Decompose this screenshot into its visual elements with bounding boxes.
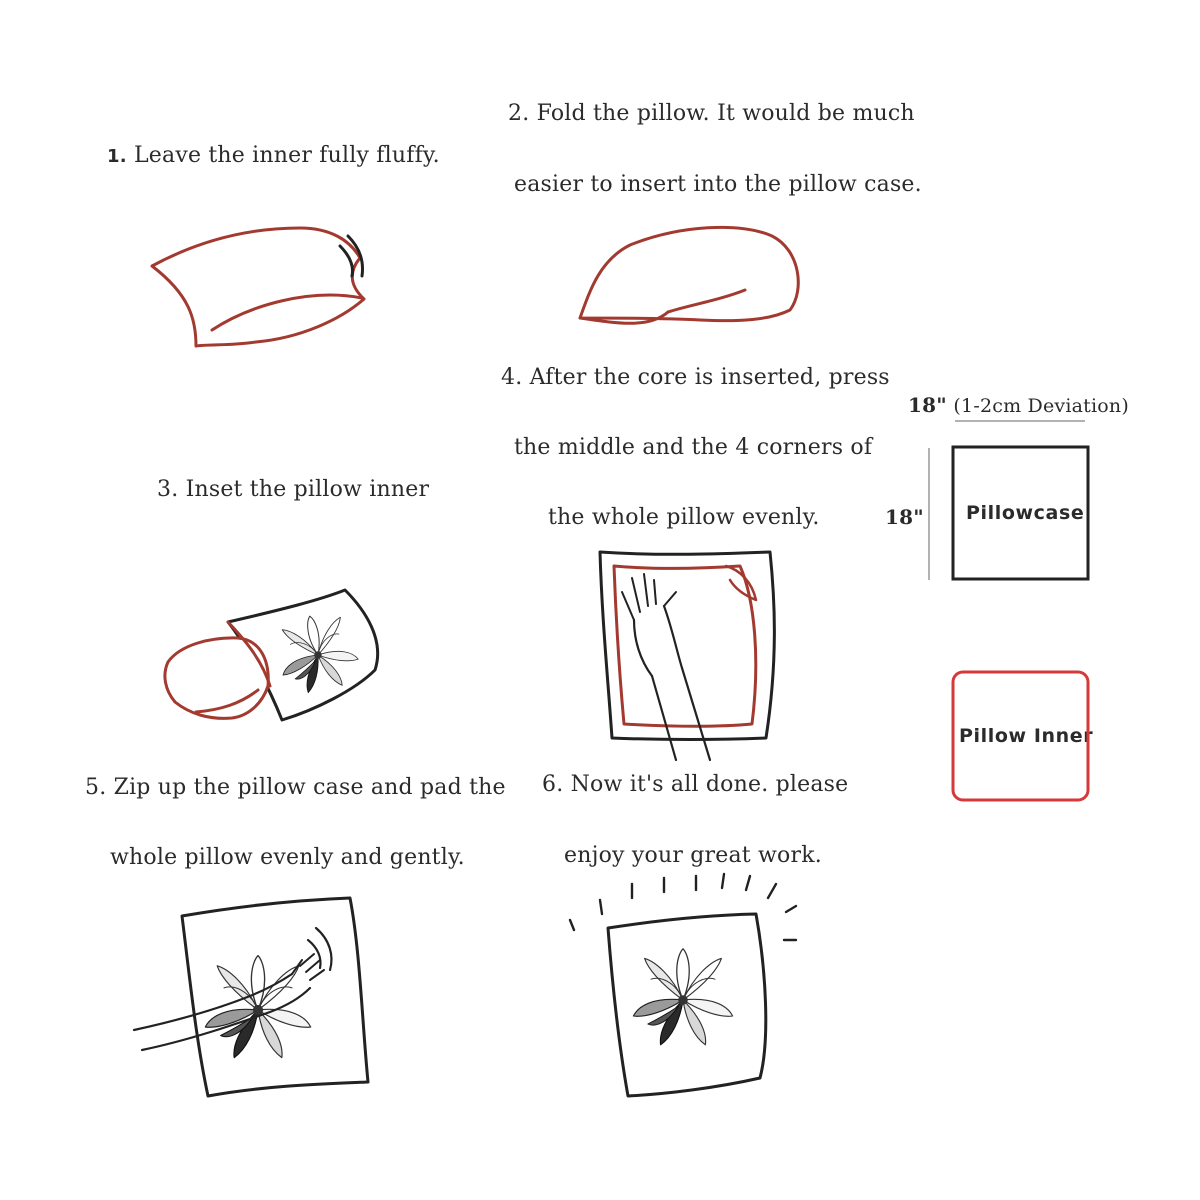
legend-height-value: 18"	[885, 505, 924, 529]
step6-line2: enjoy your great work.	[564, 843, 822, 868]
pillowcase-label: Pillowcase	[966, 502, 1085, 524]
step1-number: 1.	[107, 146, 127, 167]
step4-press-illustration	[600, 552, 774, 760]
step2-folded-pillow-illustration	[580, 227, 798, 323]
step4-line3: the whole pillow evenly.	[548, 505, 820, 530]
pillow-inner-box	[953, 672, 1088, 800]
step3-text: 3. Inset the pillow inner	[157, 477, 430, 502]
step2-line1: 2. Fold the pillow. It would be much	[508, 101, 915, 126]
step4-line1: 4. After the core is inserted, press	[501, 365, 890, 390]
step6-line1: 6. Now it's all done. please	[542, 772, 849, 797]
pillow-inner-label: Pillow Inner	[959, 725, 1094, 747]
step6-finished-illustration	[570, 874, 796, 1096]
step5-pad-illustration	[134, 898, 368, 1096]
step1-fluffy-pillow-illustration	[152, 228, 364, 346]
step1-text: Leave the inner fully fluffy.	[133, 143, 440, 168]
step2-line2: easier to insert into the pillow case.	[514, 172, 922, 197]
step5-line1: 5. Zip up the pillow case and pad the	[85, 775, 506, 800]
legend-width-value: 18"	[908, 393, 947, 417]
step4-line2: the middle and the 4 corners of	[514, 435, 873, 460]
step5-line2: whole pillow evenly and gently.	[110, 845, 465, 870]
legend-deviation-note: (1-2cm Deviation)	[953, 395, 1129, 417]
pillowcase-box	[953, 447, 1088, 579]
step3-insert-illustration	[165, 590, 378, 720]
